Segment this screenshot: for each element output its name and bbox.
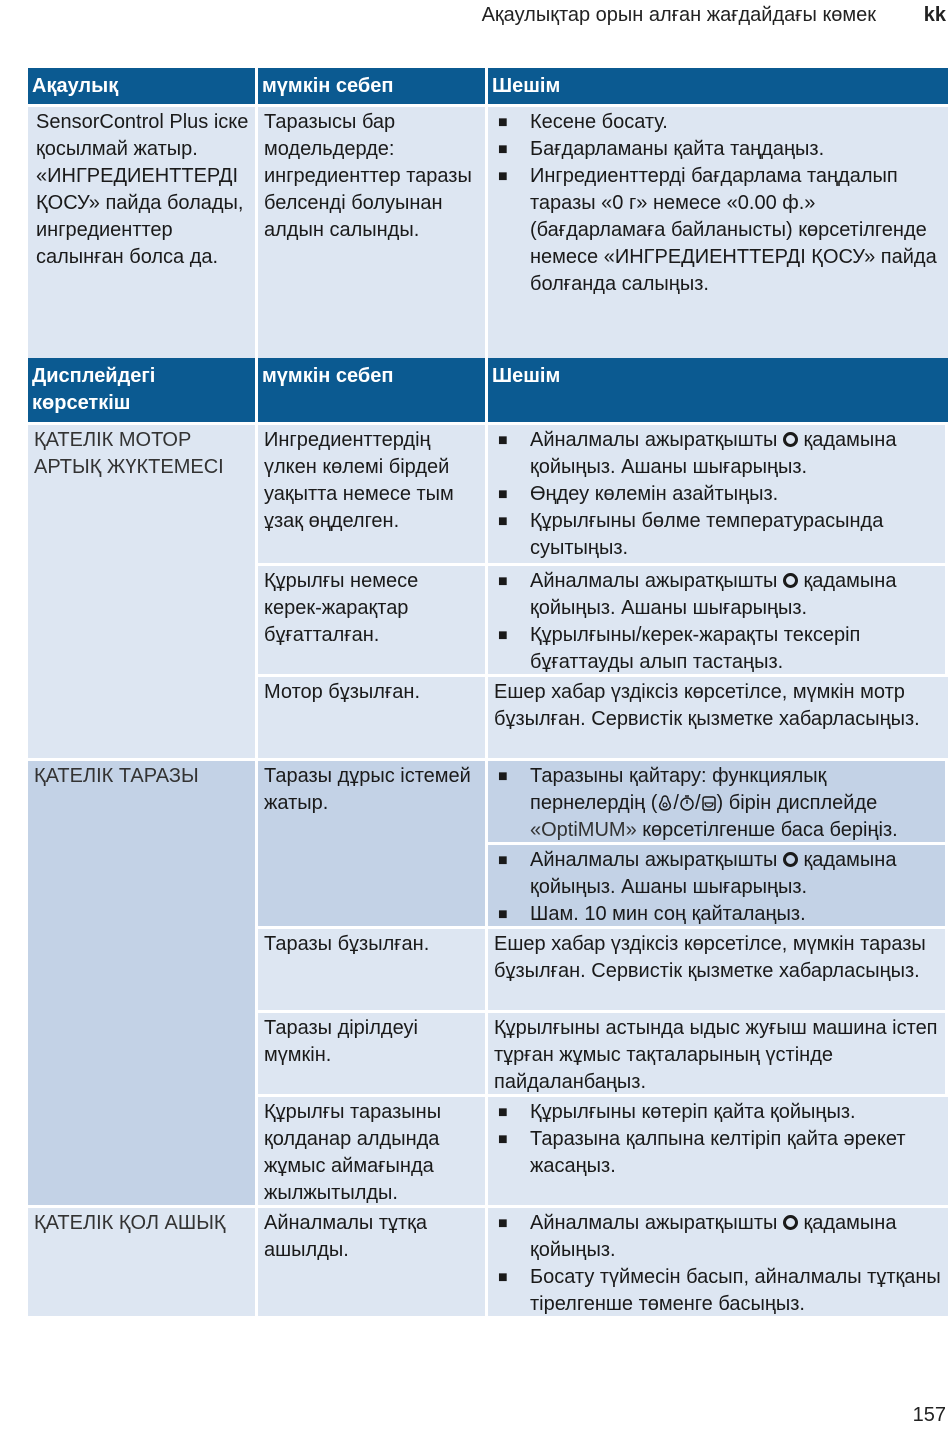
list-item: ■ Ингредиенттерді бағдарлама таңдалып таразы «0 г» немесе «0.00 ф.» (бағдарламаға байланысты) көрсетілгенде немесе «ИНГРЕДИЕНТТЕРДІ ҚОСУ» пайда болғанда салыңыз. [494, 163, 944, 298]
dial-position-zero-icon [783, 573, 798, 588]
bullet-icon: ■ [498, 768, 508, 785]
solution-cell: Ешер хабар үздіксіз көрсетілсе, мүмкін мотр бұзылған. Сервистік қызметке хабарласыңыз. [488, 674, 948, 758]
fault-table-header [28, 68, 948, 104]
list-item: ■ Құрылғыны/керек-жарақты тексеріп бұғаттауды алып тастаңыз. [494, 622, 941, 676]
list-item: ■ Құрылғыны бөлме температурасында суытыңыз. [494, 508, 941, 562]
display-message: ҚАТЕЛІК ТАРАЗЫ [28, 758, 258, 1205]
bullet-icon: ■ [498, 513, 508, 530]
bullet-icon: ■ [498, 114, 508, 131]
bullet-icon: ■ [498, 1131, 508, 1148]
group-arm-open [28, 1205, 948, 1316]
header-fault: Ақаулық [28, 68, 258, 104]
language-code: kk [923, 4, 946, 26]
weight-kneading-icon [657, 794, 673, 812]
header-solution: Шешім [488, 68, 948, 104]
bullet-icon: ■ [498, 1215, 508, 1232]
solution-cell [488, 1094, 948, 1205]
group-motor-overload [28, 422, 948, 758]
list-item: ■ Кесене босату. [494, 109, 944, 136]
dial-position-zero-icon [783, 432, 798, 447]
bullet-icon: ■ [498, 852, 508, 869]
display-message: ҚАТЕЛІК МОТОР АРТЫҚ ЖҮКТЕМЕСІ [28, 422, 258, 758]
timer-icon [679, 794, 695, 812]
dial-position-zero-icon [783, 1215, 798, 1230]
list-item: ■ Айналмалы ажыратқышты қадамына қойыңыз. Ашаны шығарыңыз. [494, 568, 941, 622]
bullet-icon: ■ [498, 627, 508, 644]
header-cause: мүмкін себеп [258, 358, 488, 422]
dial-position-zero-icon [783, 852, 798, 867]
cause-cell: Құрылғы таразыны қолданар алдында жұмыс аймағында жылжытылды. [258, 1094, 488, 1205]
bullet-icon: ■ [498, 1104, 508, 1121]
fault-cell: SensorControl Plus іске қосылмай жатыр. «ИНГРЕДИЕНТТЕРДІ ҚОСУ» пайда болады, ингредиенттер салынған болса да. [28, 104, 258, 362]
solution-cell [488, 422, 948, 563]
solution-cell [488, 104, 948, 362]
list-item: ■ Босату түймесін басып, айналмалы тұтқаны тірелгенше төменге басыңыз. [494, 1264, 944, 1318]
cause-cell: Таразы дірілдеуі мүмкін. [258, 1010, 488, 1094]
solution-cell [488, 1205, 948, 1316]
bullet-icon: ■ [498, 432, 508, 449]
list-item: ■ Айналмалы ажыратқышты қадамына қойыңыз. Ашаны шығарыңыз. [494, 427, 941, 481]
page-number: 157 [912, 1404, 946, 1426]
scale-bowl-icon [701, 794, 717, 812]
list-item: ■ Шам. 10 мин соң қайталаңыз. [494, 901, 941, 928]
bullet-icon: ■ [498, 168, 508, 185]
bullet-icon: ■ [498, 573, 508, 590]
solution-cell: Құрылғыны астында ыдыс жуғыш машина істеп тұрған жұмыс тақталарының үстінде пайдаланбаңыз. [488, 1010, 948, 1094]
fault-table [28, 68, 948, 362]
display-message: ҚАТЕЛІК ҚОЛ АШЫҚ [28, 1205, 258, 1316]
cause-cell: Таразы бұзылған. [258, 926, 488, 1010]
solution-cell [488, 563, 948, 674]
table-row [28, 104, 948, 362]
cause-cell: Ингредиенттердің үлкен көлемі бірдей уақытта немесе тым ұзақ өңделген. [258, 422, 488, 563]
header-solution: Шешім [488, 358, 948, 422]
bullet-icon: ■ [498, 141, 508, 158]
cause-cell: Мотор бұзылған. [258, 674, 488, 758]
bullet-icon: ■ [498, 1269, 508, 1286]
group-scale-error [28, 758, 948, 1205]
page-header [0, 4, 950, 30]
list-item: ■ Таразыны қайтару: функциялық пернелердің ( / / ) бірін дисплейде «OptiMUM» көрсетілгенше баса беріңіз. [494, 763, 941, 844]
display-message-table [28, 358, 948, 1316]
page-header-title: Ақаулықтар орын алған жағдайдағы көмек [481, 4, 876, 26]
list-item: ■ Айналмалы ажыратқышты қадамына қойыңыз. Ашаны шығарыңыз. [494, 847, 941, 901]
list-item: ■ Бағдарламаны қайта таңдаңыз. [494, 136, 944, 163]
list-item: ■ Құрылғыны көтеріп қайта қойыңыз. [494, 1099, 944, 1126]
list-item: ■ Айналмалы ажыратқышты қадамына қойыңыз. [494, 1210, 944, 1264]
solution-cell [488, 842, 948, 926]
bullet-icon: ■ [498, 906, 508, 923]
solution-cell: Ешер хабар үздіксіз көрсетілсе, мүмкін таразы бұзылған. Сервистік қызметке хабарласыңыз. [488, 926, 948, 1010]
cause-cell: Таразысы бар модельдерде: ингредиенттер таразы белсенді болуынан алдын салынды. [258, 104, 488, 362]
cause-cell: Құрылғы немесе керек-жарақтар бұғатталған. [258, 563, 488, 674]
cause-cell: Айналмалы тұтқа ашылды. [258, 1205, 488, 1316]
bullet-icon: ■ [498, 486, 508, 503]
header-cause: мүмкін себеп [258, 68, 488, 104]
cause-cell: Таразы дұрыс істемей жатыр. [258, 758, 488, 926]
display-table-header [28, 358, 948, 422]
solution-cell [488, 758, 948, 842]
header-display: Дисплейдегі көрсеткіш [28, 358, 258, 422]
list-item: ■ Таразына қалпына келтіріп қайта әрекет жасаңыз. [494, 1126, 944, 1180]
list-item: ■ Өңдеу көлемін азайтыңыз. [494, 481, 941, 508]
